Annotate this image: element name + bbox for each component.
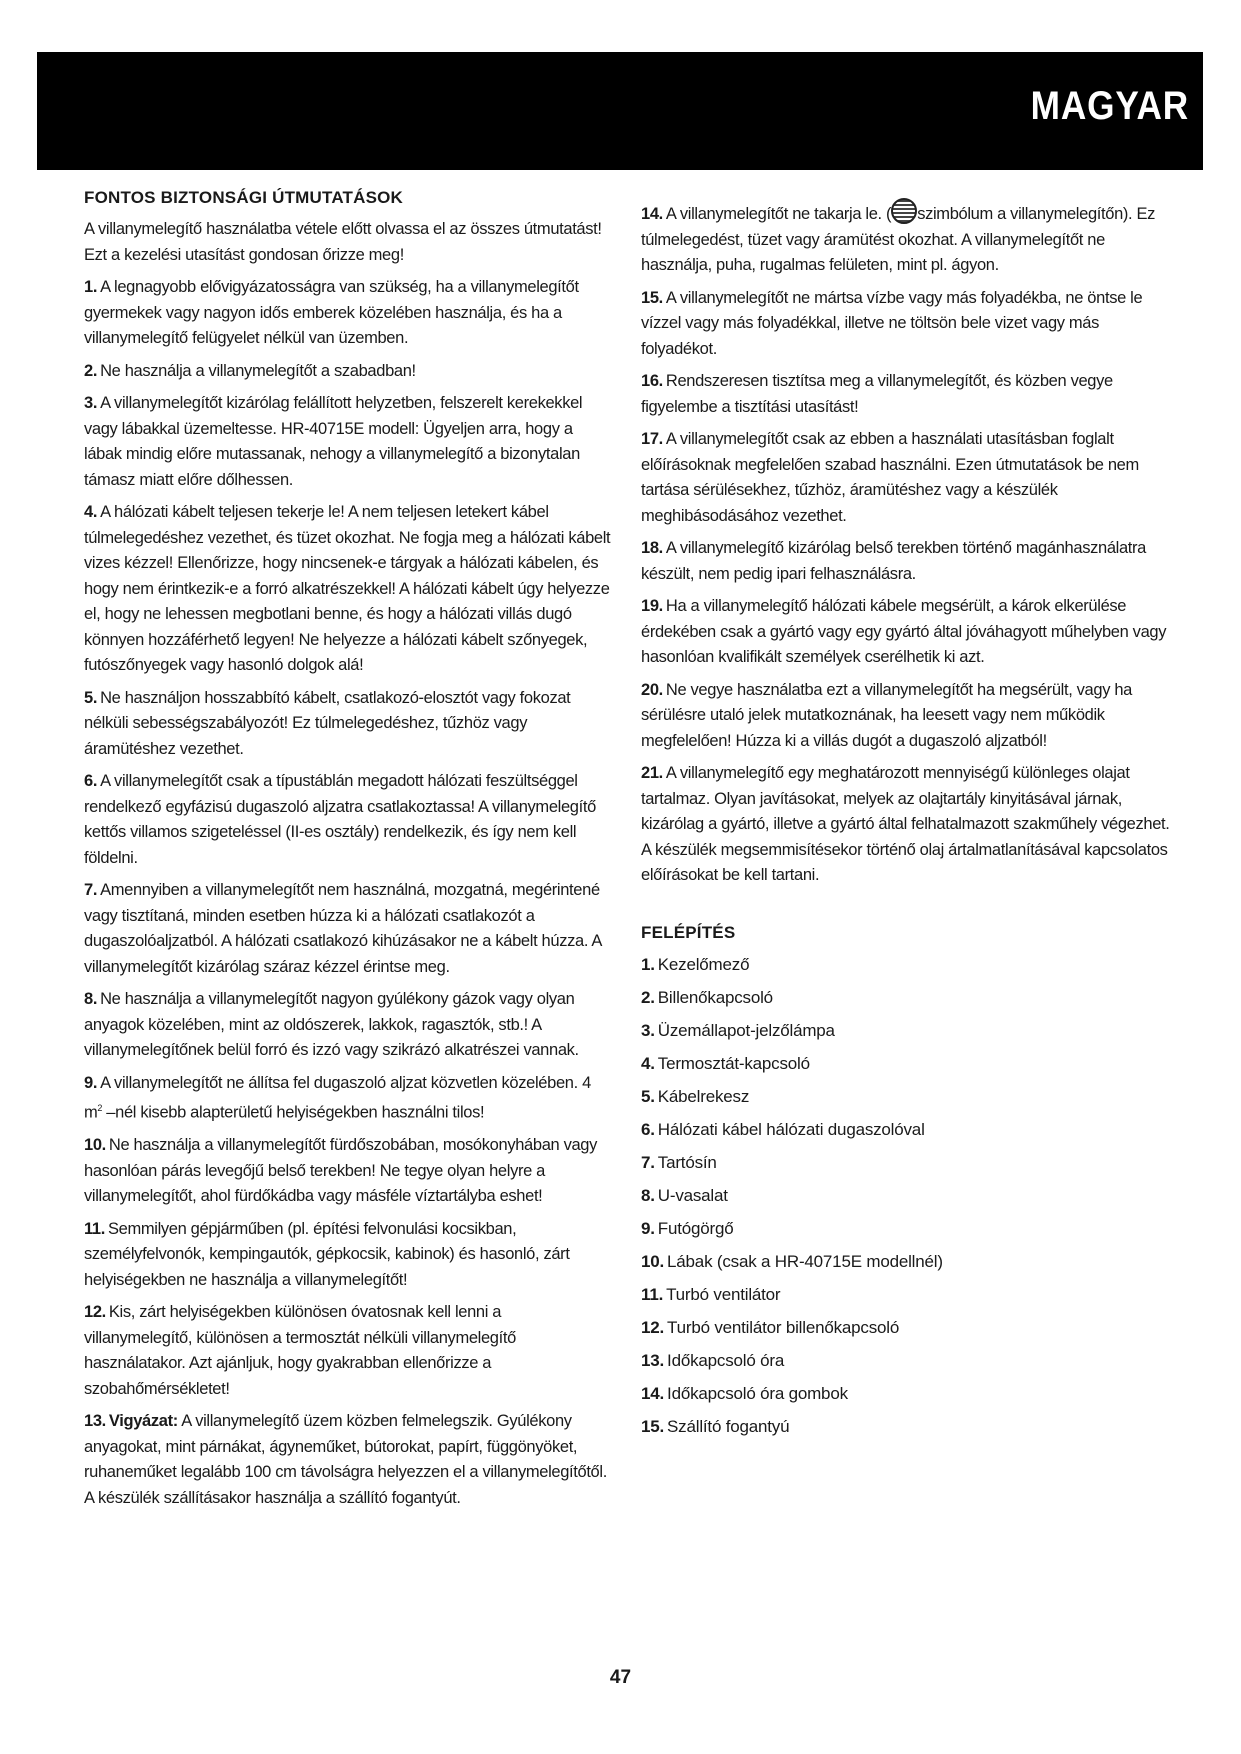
part-item-3: 3. Üzemállapot-jelzőlámpa bbox=[641, 1020, 835, 1040]
safety-item-1: 1. A legnagyobb elővigyázatosságra van szükség, ha a villanymelegítőt gyermekek vagy nagyon idős emberek közelében használja, és ha a villanymelegítő felügyelet nélkül van üzemben. bbox=[84, 278, 579, 347]
safety-item-12: 12. Kis, zárt helyiségekben különösen óvatosnak kell lenni a villanymelegítő, különösen a termosztát nélküli villanymelegítő használatakor. Azt ajánljuk, hogy gyakrabban ellenőrizze a szobahőmérsékletet! bbox=[84, 1303, 516, 1398]
part-item-13: 13. Időkapcsoló óra bbox=[641, 1350, 785, 1370]
part-item-9: 9. Futógörgő bbox=[641, 1218, 734, 1238]
safety-item-4: 4. A hálózati kábelt teljesen tekerje le! A nem teljesen letekert kábel túlmelegedéshez vezethet, és tüzet okozhat. Ne fogja meg a hálózati kábelt vizes kézzel! Ellenőrizze, hogy nincsenek-e tárgyak a hálózati kábelen, és hogy nem érintkezik-e a forró alkatrészekkel! A hálózati kábelt úgy helyezze el, hogy ne lehessen megbotlani benne, és hogy a hálózati villás dugó könnyen hozzáférhető legyen! Ne helyezze a hálózati kábelt szőnyegek, futószőnyegek vagy hasonló dolgok alá! bbox=[84, 503, 611, 674]
language-title: MAGYAR bbox=[1030, 84, 1189, 128]
part-item-6: 6. Hálózati kábel hálózati dugaszolóval bbox=[641, 1119, 925, 1139]
safety-item-11: 11. Semmilyen gépjárműben (pl. építési felvonulási kocsikban, személyfelvonók, kempingautók, gépkocsik, kabinok) és hasonló, zárt helyiségekben ne használja a villanymelegítőt! bbox=[84, 1219, 570, 1289]
safety-item-20: 20. Ne vegye használatba ezt a villanymelegítőt ha megsérült, vagy ha sérülésre utaló jelek mutatkoznának, ha leesett vagy nem működik megfelelően! Húzza ki a villás dugót a dugaszoló aljzatból! bbox=[641, 680, 1133, 750]
part-item-12: 12. Turbó ventilátor billenőkapcsoló bbox=[641, 1317, 900, 1337]
part-item-10: 10. Lábak (csak a HR-40715E modellnél) bbox=[641, 1251, 943, 1271]
part-item-4: 4. Termosztát-kapcsoló bbox=[641, 1053, 810, 1073]
safety-item-9: 9. A villanymelegítőt ne állítsa fel dugaszoló aljzat közvetlen közelében. 4 $m^2$ –nél kisebb alapterületű helyiségekben használni tilos! bbox=[84, 1073, 591, 1122]
part-item-1: 1. Kezelőmező bbox=[641, 954, 750, 974]
part-item-2: 2. Billenőkapcsoló bbox=[641, 987, 773, 1007]
parts-title: FELÉPÍTÉS bbox=[641, 922, 736, 942]
safety-item-6: 6. A villanymelegítőt csak a típustáblán megadott hálózati feszültséggel rendelkező egyfázisú dugaszoló aljzatra csatlakoztassa! A villanymelegítő kettős villamos szigeteléssel (II-es osztály) rendelkezik, és így nem kell földelni. bbox=[84, 772, 596, 867]
left-column bbox=[84, 188, 612, 1518]
do-not-cover-symbol-icon bbox=[891, 198, 917, 224]
part-item-14: 14. Időkapcsoló óra gombok bbox=[641, 1383, 848, 1403]
page-number: 47 bbox=[609, 1667, 632, 1688]
part-item-7: 7. Tartósín bbox=[641, 1152, 717, 1172]
safety-item-16: 16. Rendszeresen tisztítsa meg a villanymelegítőt, és közben vegye figyelembe a tisztítási utasítást! bbox=[641, 372, 1113, 416]
part-item-15: 15. Szállító fogantyú bbox=[641, 1416, 790, 1436]
safety-item-21: 21. A villanymelegítő egy meghatározott mennyiségű különleges olajat tartalmaz. Olyan javításokat, melyek az olajtartály kinyitásával járnak, kizárólag a gyártó, illetve a gyártó által felhatalmazott szakműhely végezhet. A készülék megsemmisítésekor történő olaj ártalmatlanításával kapcsolatos előírásokat be kell tartani. bbox=[641, 764, 1170, 884]
safety-item-15: 15. A villanymelegítőt ne mártsa vízbe vagy más folyadékba, ne öntse le vízzel vagy más folyadékkal, illetve ne töltsön bele vizet vagy más folyadékot. bbox=[641, 288, 1143, 358]
part-item-8: 8. U-vasalat bbox=[641, 1185, 728, 1205]
safety-item-19: 19. Ha a villanymelegítő hálózati kábele megsérült, a károk elkerülése érdekében csak a gyártó vagy egy gyártó által jóváhagyott műhelyben vagy hasonlóan kvalifikált személyek cserélhetik ki azt. bbox=[641, 597, 1167, 666]
header-bar bbox=[37, 52, 1202, 170]
part-item-11: 11. Turbó ventilátor bbox=[641, 1284, 781, 1304]
right-column bbox=[641, 198, 1171, 1447]
header-edge bbox=[1199, 52, 1203, 170]
safety-item-13: 13. Vigyázat: A villanymelegítő üzem közben felmelegszik. Gyúlékony anyagokat, mint párnákat, ágyneműket, bútorokat, papírt, függönyöket, ruhaneműket legalább 100 cm távolságra helyezzen el a villanymelegítőtől. A készülék szállításakor használja a szállító fogantyút. bbox=[84, 1412, 607, 1507]
safety-item-7: 7. Amennyiben a villanymelegítőt nem használná, mozgatná, megérintené vagy tisztítaná, minden esetben húzza ki a hálózati csatlakozót a dugaszolóaljzatból. A hálózati csatlakozó kihúzásakor ne a kábelt húzza. A villanymelegítőt kizárólag száraz kézzel érintse meg. bbox=[84, 881, 602, 976]
part-item-5: 5. Kábelrekesz bbox=[641, 1086, 750, 1106]
safety-title: FONTOS BIZTONSÁGI ÚTMUTATÁSOK bbox=[84, 188, 404, 207]
safety-intro: A villanymelegítő használatba vétele előtt olvassa el az összes útmutatást! Ezt a kezelési utasítást gondosan őrizze meg! bbox=[84, 220, 602, 264]
safety-item-17: 17. A villanymelegítőt csak az ebben a használati utasításban foglalt előírásoknak megfelelően szabad használni. Ezen útmutatások be nem tartása sérülésekhez, tűzhöz, áramütéshez vagy a készülék meghibásodásához vezethet. bbox=[641, 430, 1139, 525]
safety-item-5: 5. Ne használjon hosszabbító kábelt, csatlakozó-elosztót vagy fokozat nélküli sebességszabályozót! Ez túlmelegedéshez, tűzhöz vagy áramütéshez vezethet. bbox=[84, 688, 571, 758]
safety-item-10: 10. Ne használja a villanymelegítőt fürdőszobában, mosókonyhában vagy hasonlóan párás levegőjű belső terekben! Ne tegye olyan helyre a villanymelegítőt, ahol fürdőkádba vagy másféle víztartályba eshet! bbox=[84, 1136, 598, 1205]
safety-item-14: 14. A villanymelegítőt ne takarja le. ( szimbólum a villanymelegítőn). Ez túlmelegedést, tüzet vagy áramütést okozhat. A villanymelegítőt ne használja, puha, rugalmas felületen, mint pl. ágyon. bbox=[641, 198, 1171, 279]
safety-item-8: 8. Ne használja a villanymelegítőt nagyon gyúlékony gázok vagy olyan anyagok közelében, mint az oldószerek, lakkok, ragasztók, stb.! A villanymelegítőnek belül forró és izzó vagy szikrázó alkatrészei vannak. bbox=[84, 990, 579, 1059]
safety-item-3: 3. A villanymelegítőt kizárólag felállított helyzetben, felszerelt kerekekkel vagy lábakkal üzemeltesse. HR-40715E modell: Ügyeljen arra, hogy a lábak mindig előre mutassanak, nehogy a villanymelegítő a bizonytalan támasz miatt előre dőlhessen. bbox=[84, 394, 583, 489]
safety-item-18: 18. A villanymelegítő kizárólag belső terekben történő magánhasználatra készült, nem pedig ipari felhasználásra. bbox=[641, 539, 1146, 583]
safety-item-2: 2. Ne használja a villanymelegítőt a szabadban! bbox=[84, 361, 416, 380]
